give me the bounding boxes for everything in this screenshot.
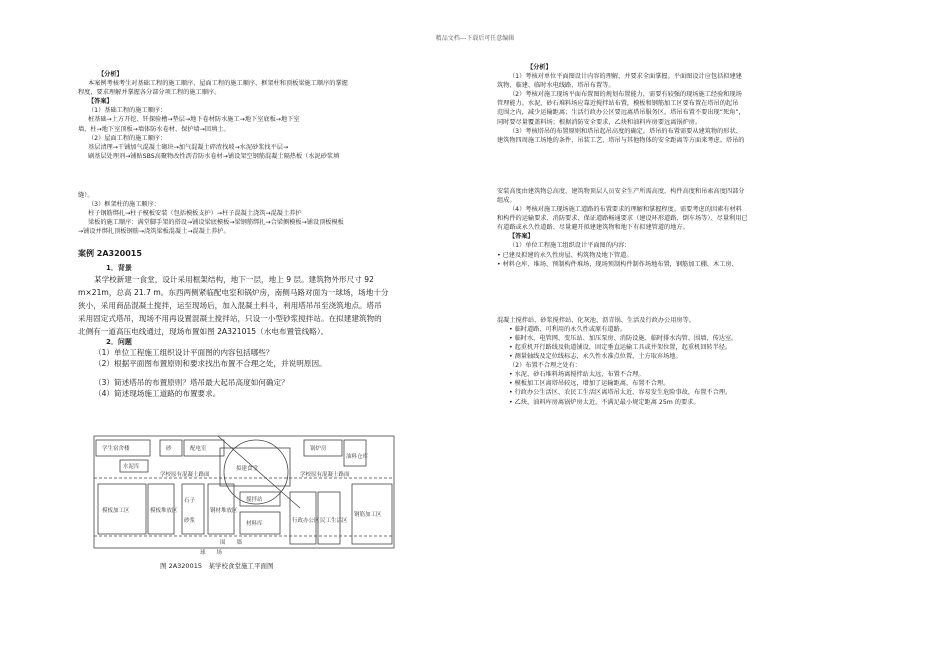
analysis-block-right <box>497 63 782 145</box>
text-line: 采用固定式塔吊，现场不用再设置混凝土搅拌站，只设一小型砂浆搅拌站。在拟建建筑物的 <box>78 313 382 323</box>
text-line: • 行政办公生活区、农民工生活区离塔吊太近，容易发生危险事故，布置不合理。 <box>509 389 732 397</box>
text-line: 【分析】 <box>527 64 552 71</box>
label-stone1: 石子 <box>184 498 196 504</box>
text-line: • 乙炔、油料库房离锅炉房太近，不满足最小规定距离 25m 的要求。 <box>509 398 700 406</box>
label-road-south: 球 场 <box>200 550 223 556</box>
label-formwork: 模板加工区 <box>102 508 130 514</box>
background-block <box>78 273 418 338</box>
text-line: 有道路或永久性道路、尽量避开拟建建筑物和地下有拟建管道的地方。 <box>497 224 689 232</box>
text-line: （2）屋面工程的施工顺序： <box>88 134 167 142</box>
text-line: （2）根据平面图布置原则和要求找出布置不合理之处，并说明原因。 <box>94 358 327 368</box>
text-line: • 模板加工区离塔吊较远，增加了运输距离，布置不合理。 <box>509 380 670 388</box>
text-line: 同时要尽量覆盖料场；根据消防安全要求，乙炔和油料库房要远离锅炉房。 <box>497 118 702 126</box>
text-line: （3）考核塔吊的布置原则和塔吊起吊高度的确定。塔吊的布置需要从建筑物的形状、 <box>509 127 742 135</box>
text-line: （4）简述现场施工道路的布置要求。 <box>94 388 221 398</box>
text-line: 【答案】 <box>509 233 534 241</box>
text-line: →铺设并绑扎顶板钢筋→浇筑梁板混凝土→混凝土养护。 <box>78 228 230 236</box>
text-line: （4）考核对施工现场施工道路的布置要求的理解和掌握程度。需要考虑的因素有材料 <box>509 206 742 214</box>
right-column <box>497 63 782 407</box>
label-dorm2: 民工生活区 <box>320 518 348 524</box>
text-line: 柱子钢筋绑扎→柱子模板安装（包括模板支护）→柱子混凝土浇筑→混凝土养护 <box>88 210 302 218</box>
text-line: • 水泥、砂石堆料场离搅拌站太远，布置不合理。 <box>509 371 645 379</box>
text-line: （3）简述塔吊的布置原则？塔吊最大起吊高度如何确定？ <box>94 377 289 387</box>
text-line: （2）布置不合理之处有： <box>509 362 581 370</box>
text-line: • 测量轴线及定位线标志，永久性水准点位置，土方取弃场地。 <box>509 353 682 361</box>
text-line: • 材料仓库、堆场、预制构件堆场，现场预制构件制作场地布置，钢筋加工棚、木工房、 <box>497 260 738 268</box>
label-stone2: 砂浆 <box>184 518 196 524</box>
text-line: （1）考核对单位平面图设计内容的理解，并要求全面掌握。平面图设计应包括拟建建 <box>509 73 742 81</box>
label-storage: 模板堆放区 <box>150 508 178 514</box>
text-line: 【分析】 <box>98 71 123 78</box>
text-line: 管理能力。水泥、砂石堆料场应靠近搅拌站布置，模板和钢筋加工区要布置在塔吊的起吊 <box>497 100 739 108</box>
text-line: 缝）。 <box>78 191 94 199</box>
label-mixer: 搅拌站 <box>246 497 263 503</box>
label-water: 水泥库 <box>123 464 140 470</box>
background-heading: 1．背景 <box>106 263 132 272</box>
text-line: （1）单位工程施工组织设计平面图的内容： <box>509 242 631 250</box>
label-rebar-stock: 钢材堆放区 <box>210 508 238 514</box>
label-sand: 砂 <box>166 446 172 452</box>
text-line: • 临时道路、可利用的永久性或原有道路。 <box>509 325 626 333</box>
label-power: 配电室 <box>190 446 207 452</box>
label-boiler: 锅炉房 <box>310 446 327 452</box>
page-header: 精品文档---下载后可任意编辑 <box>435 35 515 42</box>
label-oil: 油料仓库 <box>346 454 369 460</box>
text-line: （1）单位工程施工组织设计平面图的内容包括哪些？ <box>94 347 274 357</box>
text-line: 【答案】 <box>88 98 113 106</box>
oil-store <box>344 440 366 466</box>
question-block <box>78 347 418 369</box>
text-line: 程度，要求理解并掌握各分部分项工程的施工顺序。 <box>78 89 221 97</box>
label-walk1: 学校原有混凝土路面 <box>160 472 210 478</box>
text-line: 安装高度由建筑物总高度、建筑物顶层人员安全生产所需高度、构件高度和吊索高度四部分 <box>497 187 745 195</box>
text-line: 刷基层处理剂→铺贴SBS高聚物改性沥青防水卷材→铺设架空钢筋混凝土隔热板（水泥砂浆填 <box>88 152 340 160</box>
label-walk2: 学校原有混凝土路面 <box>300 472 350 478</box>
answer-block-right <box>497 187 782 269</box>
text-line: 梁板的施工顺序：满堂脚手架的搭设→铺设梁底模板→梁钢筋绑扎→合梁侧模板→铺设顶板模板 <box>88 219 344 227</box>
text-line: 基层清理→干铺加气混凝土砌块→加气混凝土碎渣找坡→水泥砂浆找平层→ <box>88 143 289 151</box>
text-line: 混凝土搅拌站、砂浆搅拌站、化灰池、沥青锅、生活及行政办公用房等。 <box>497 316 695 324</box>
text-line: （1）基础工程的施工顺序： <box>88 107 167 115</box>
text-line: 某学校新建一食堂，设计采用框架结构，地下一层，地上 9 层。建筑物外形尺寸 92 <box>94 274 374 284</box>
text-line: 本案例考核考生对基础工程的施工顺序、屋面工程的施工顺序、框架柱和顶板梁施工顺序的掌握 <box>88 80 348 88</box>
answer-block-right-2 <box>497 316 782 407</box>
stone-area <box>182 484 204 534</box>
question-heading: 2．问题 <box>106 337 132 346</box>
case-title: 案例 2A320015 <box>78 249 142 259</box>
figure-caption: 图 2A320015 某学校食堂施工平面图 <box>160 562 274 570</box>
text-line: （2）考核对施工现场平面布置图的规划布置能力，需要有较强的现场施工经验和现场 <box>509 91 742 99</box>
label-dorm: 学生宿舍楼 <box>102 446 130 452</box>
analysis-block <box>78 70 418 161</box>
answer-block <box>78 191 418 236</box>
text-line: 和构件的运输要求、消防要求、保证道路畅通要求（建设环形道路、倒车场等）、尽量利用已 <box>497 215 748 223</box>
text-line: 狭小，采用商品混凝土搅拌，运至现场后，加入混凝土料斗，利用塔吊吊至浇筑地点。塔吊 <box>78 300 382 310</box>
text-line: 建筑物四周施工场地的条件、吊装工艺、塔吊与其他物体的安全距离等方面来考虑。塔吊的 <box>497 136 745 144</box>
text-line: 桩基础→土方开挖、钎探验槽→垫层→地下卷材防水施工→地下室底板→地下室 <box>88 116 300 124</box>
text-line: • 已建及拟建的永久性房屋、构筑物及地下管道。 <box>497 251 633 259</box>
question-block-2 <box>78 377 418 399</box>
text-line: 范围之内，减少运输距离；生活行政办公区要远离塔吊服务区，塔吊布置不要出现“死角”， <box>497 109 745 117</box>
text-line: 筑物、临建、临时水电线路、塔吊布置等。 <box>497 82 615 90</box>
text-line: • 临时水、电管网、变压站、加压泵房、消防设施、临时排水沟管、围墙、传达室。 <box>509 334 738 342</box>
text-line: （3）框架柱的施工顺序： <box>88 201 160 209</box>
text-line: 墙、柱→地下室顶板→墙体防水卷材、保护墙→回填土。 <box>78 125 230 133</box>
label-building: 拟建食堂 <box>236 466 259 472</box>
text-line: • 起重机开行路线及轨道铺设，固定垂直运输工具或井架位置，起重机回转半径。 <box>509 343 732 351</box>
left-column <box>78 70 418 399</box>
site-plan-figure <box>90 432 400 572</box>
text-line: 北侧有一道高压电线通过，现场布置如图 2A321015（水电布置管线略）。 <box>78 326 329 336</box>
label-rebar-proc: 钢筋加工区 <box>354 512 382 518</box>
text-line: 组成。 <box>497 196 516 204</box>
label-office: 行政办公区 <box>292 518 320 524</box>
label-wall: 围 墙 <box>220 540 243 546</box>
text-line: m×21m，总高 21.7 m。东西两侧紧临配电室和锅炉房，南侧马路对面为一球场，场地十分 <box>78 287 389 297</box>
label-material: 材料库 <box>246 521 263 527</box>
